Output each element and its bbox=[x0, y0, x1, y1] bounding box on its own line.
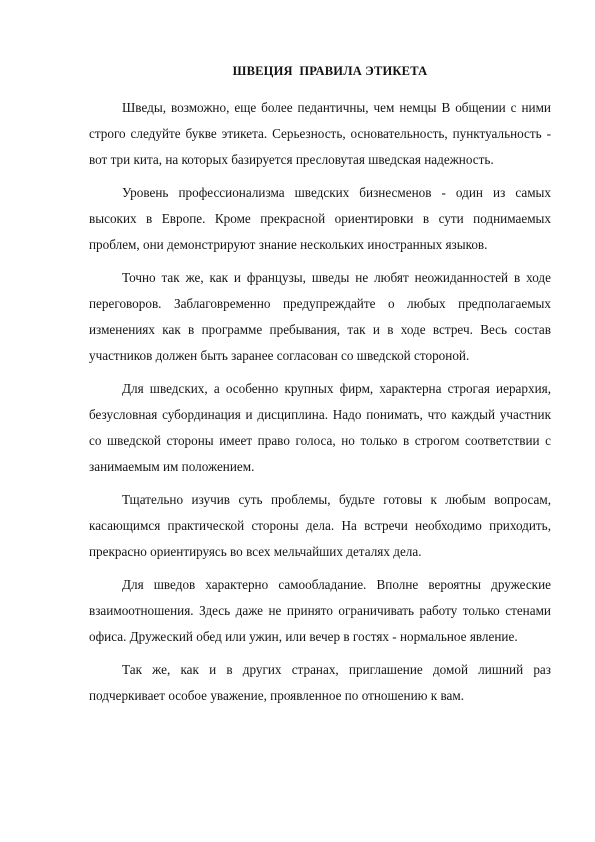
paragraph-2: Уровень профессионализма шведских бизнесменов - один из самых высоких в Европе. Кроме прекрасной ориентировки в сути поднимаемых проблем, они демонстрируют знание нескольких иностранных языков. bbox=[89, 185, 551, 252]
paragraph-5: Тщательно изучив суть проблемы, будьте готовы к любым вопросам, касающимся практической стороны дела. На встречи необходимо приходить, прекрасно ориентируясь во всех мельчайших деталях дела. bbox=[89, 492, 551, 559]
paragraph-7: Так же, как и в других странах, приглашение домой лишний раз подчеркивает особое уважение, проявленное по отношению к вам. bbox=[89, 662, 551, 703]
paragraph-1: Шведы, возможно, еще более педантичны, чем немцы В общении с ними строго следуйте букве этикета. Серьезность, основательность, пунктуальность - вот три кита, на которых базируется пресловутая шведская надежность. bbox=[89, 100, 551, 167]
paragraph-4: Для шведских, а особенно крупных фирм, характерна строгая иерархия, безусловная субординация и дисциплина. Надо понимать, что каждый участник со шведской стороны имеет право голоса, но только в строгом соответствии с занимаемым им положением. bbox=[89, 381, 551, 474]
paragraph-3: Точно так же, как и французы, шведы не любят неожиданностей в ходе переговоров. Заблаговременно предупреждайте о любых предполагаемых изменениях как в программе пребывания, так и в ходе встреч. Весь состав участников должен быть заранее согласован со шведской стороной. bbox=[89, 270, 551, 363]
document-body bbox=[89, 95, 551, 716]
document-title: ШВЕЦИЯ ПРАВИЛА ЭТИКЕТА bbox=[232, 64, 428, 78]
paragraph-6: Для шведов характерно самообладание. Вполне вероятны дружеские взаимоотношения. Здесь даже не принято ограничивать работу только стенами офиса. Дружеский обед или ужин, или вечер в гостях - нормальное явление. bbox=[89, 577, 551, 644]
